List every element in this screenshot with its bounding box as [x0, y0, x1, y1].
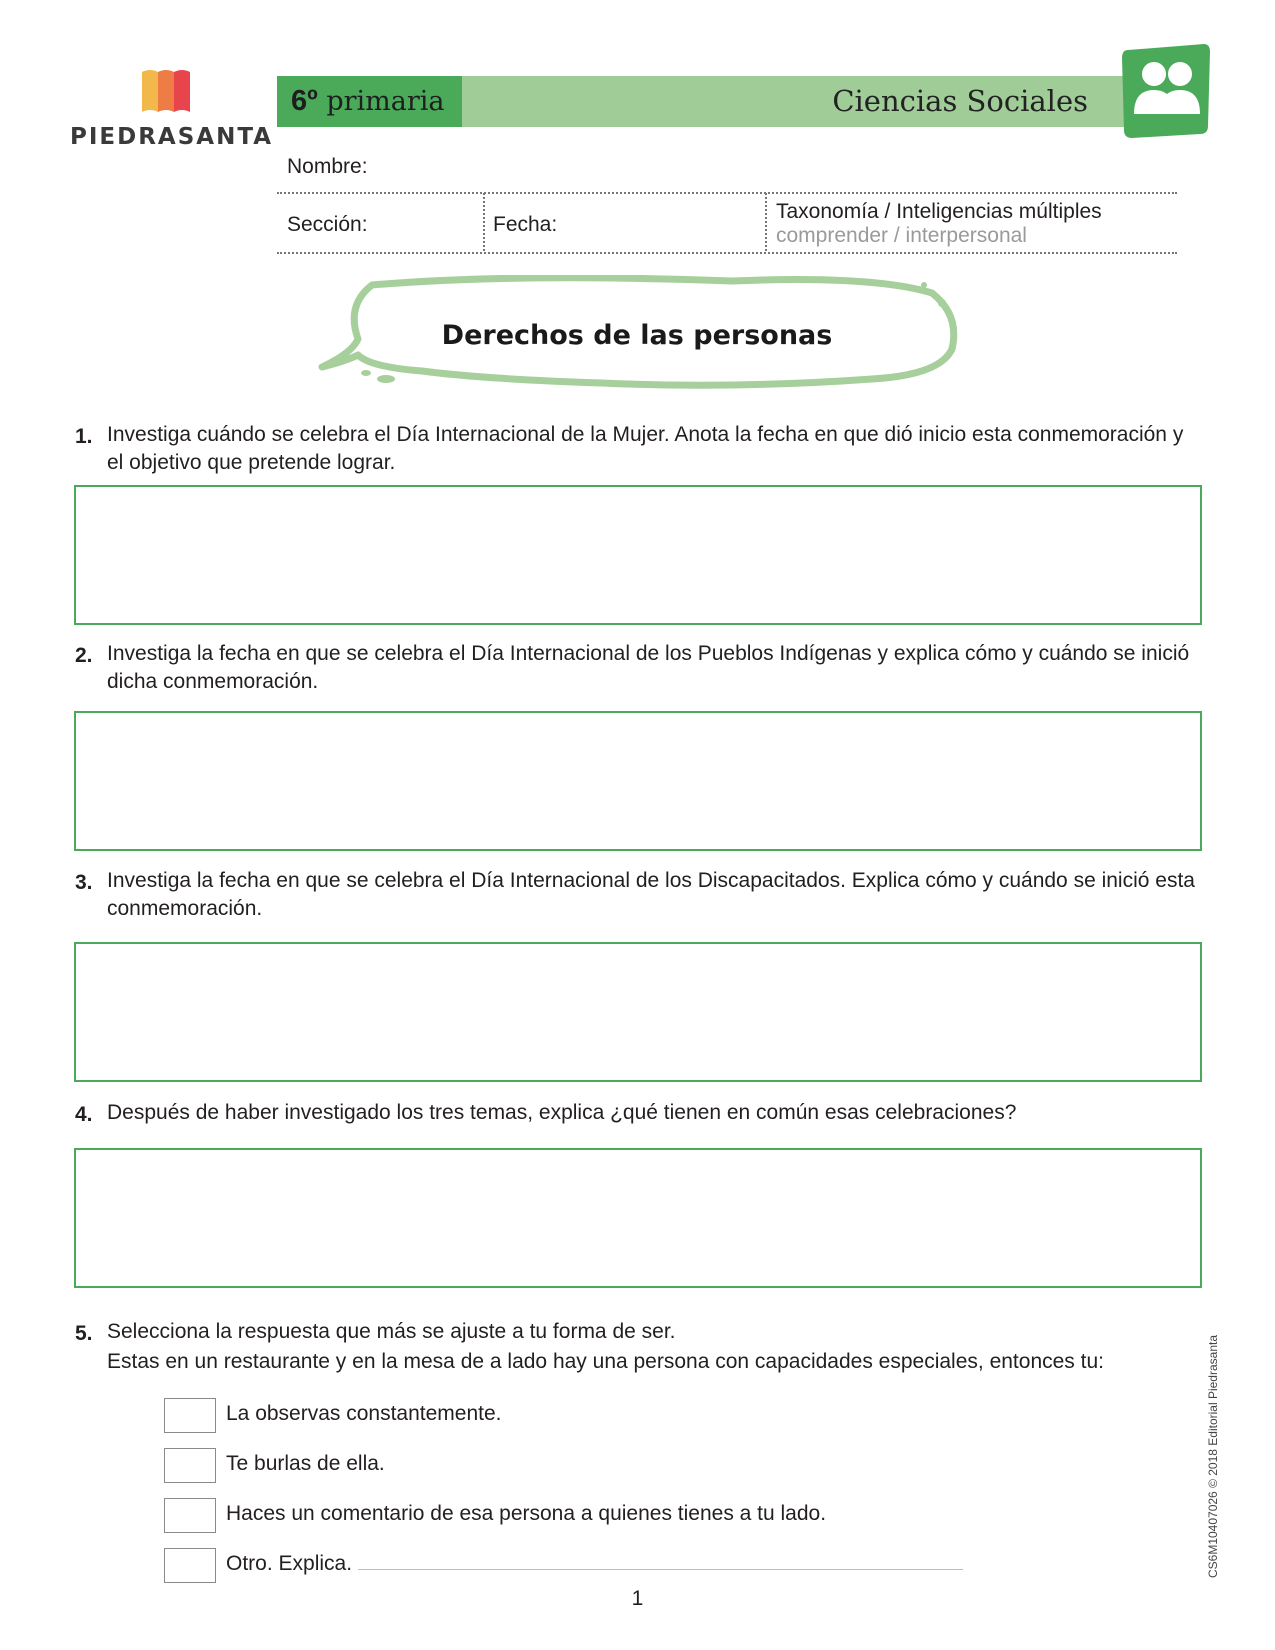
- answer-box-4[interactable]: [74, 1148, 1202, 1288]
- divider-line: [765, 193, 767, 251]
- divider-line: [483, 193, 485, 251]
- option-label: Te burlas de ella.: [226, 1452, 385, 1475]
- piedrasanta-logo: [70, 68, 274, 158]
- divider-line: [277, 252, 1177, 254]
- option-label: La observas constantemente.: [226, 1402, 502, 1425]
- question-1-number: 1.: [75, 425, 93, 448]
- answer-box-3[interactable]: [74, 942, 1202, 1082]
- question-2-text: Investiga la fecha en que se celebra el Día Internacional de los Pueblos Indígenas y explica cómo y cuándo se inició dicha conmemoración.: [107, 642, 1190, 693]
- grade-word: primaria: [326, 86, 445, 117]
- option-checkbox[interactable]: [164, 1498, 216, 1533]
- copyright-notice: CS6M10407026 © 2018 Editorial Piedrasanta: [1206, 1335, 1220, 1578]
- grade-band: [277, 76, 462, 127]
- option-label: Otro. Explica.: [226, 1552, 353, 1575]
- question-4-text: Después de haber investigado los tres temas, explica ¿qué tienen en común esas celebraciones?: [107, 1101, 1017, 1124]
- page-number: 1: [631, 1587, 644, 1610]
- grade-label: [277, 76, 462, 127]
- question-3-number: 3.: [75, 871, 93, 894]
- logo-wordmark: PIEDRASANTA: [70, 124, 274, 150]
- taxonomy-label: Taxonomía / Inteligencias múltiples: [776, 200, 1102, 223]
- people-icon: [1120, 44, 1210, 142]
- divider-line: [277, 192, 1177, 194]
- question-2-number: 2.: [75, 644, 93, 667]
- worksheet-title: Derechos de las personas: [441, 320, 833, 351]
- question-5-scenario: Estas en un restaurante y en la mesa de a lado hay una persona con capacidades especiales, entonces tu:: [107, 1350, 1104, 1373]
- other-answer-line[interactable]: [358, 1569, 963, 1570]
- option-checkbox[interactable]: [164, 1398, 216, 1433]
- question-3-text: Investiga la fecha en que se celebra el Día Internacional de los Discapacitados. Explica cómo y cuándo se inició esta conmemoración.: [107, 869, 1195, 920]
- question-5-number: 5.: [75, 1322, 93, 1345]
- book-logo-icon: [140, 68, 192, 116]
- answer-box-1[interactable]: [74, 485, 1202, 625]
- question-4-number: 4.: [75, 1103, 93, 1126]
- seccion-label: Sección:: [287, 213, 368, 236]
- question-5-text: Selecciona la respuesta que más se ajuste a tu forma de ser.: [107, 1320, 676, 1343]
- fecha-label: Fecha:: [493, 213, 558, 236]
- answer-box-2[interactable]: [74, 711, 1202, 851]
- question-1-text: Investiga cuándo se celebra el Día Internacional de la Mujer. Anota la fecha en que dió inicio esta conmemoración y el objetivo que pretende lograr.: [107, 423, 1184, 474]
- grade-number: 6º: [291, 85, 318, 117]
- option-checkbox[interactable]: [164, 1548, 216, 1583]
- option-label: Haces un comentario de esa persona a quienes tienes a tu lado.: [226, 1502, 827, 1525]
- subject-band: [462, 76, 1142, 127]
- taxonomy-value: comprender / interpersonal: [776, 224, 1027, 247]
- subject-title: Ciencias Sociales: [832, 84, 1088, 118]
- nombre-label: Nombre:: [287, 155, 368, 178]
- option-checkbox[interactable]: [164, 1448, 216, 1483]
